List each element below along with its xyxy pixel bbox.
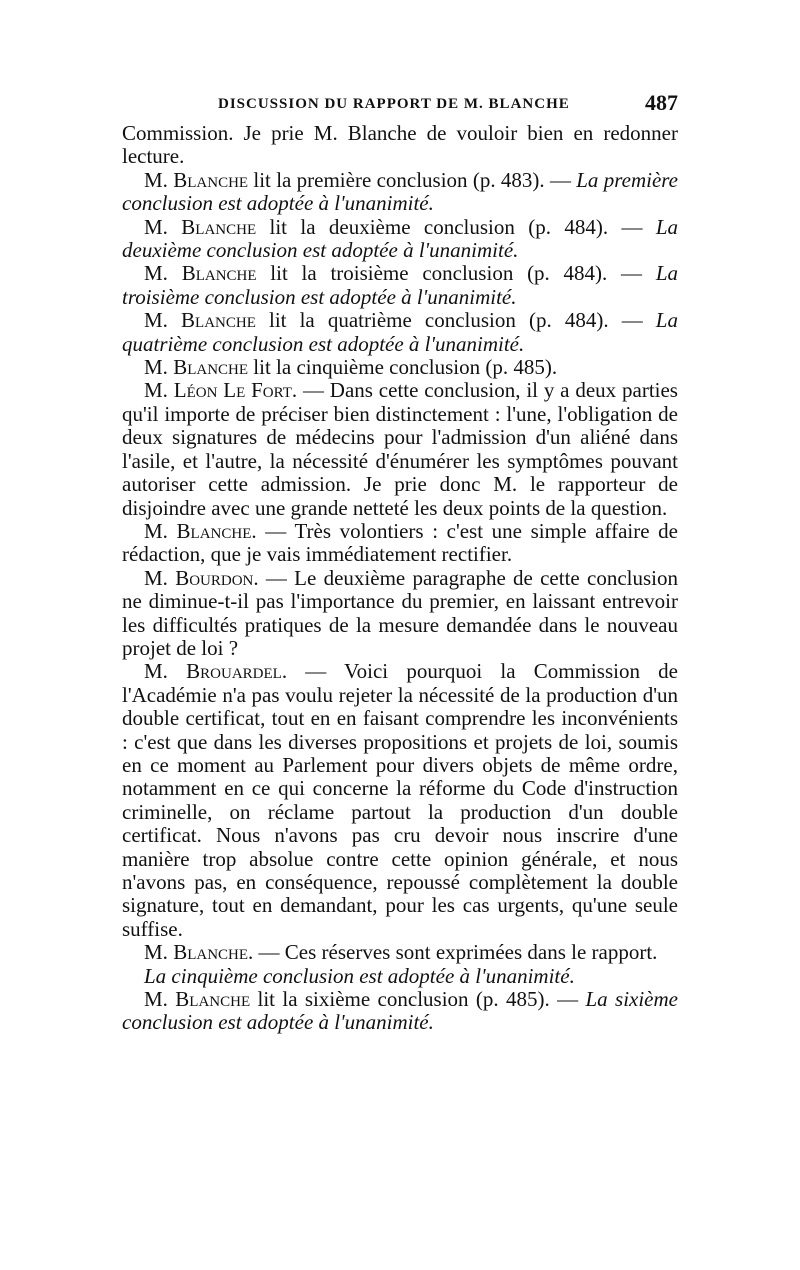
text-run: M.	[144, 308, 182, 333]
text-run: . — Voici pourquoi la Commission de l'Académie n'a pas voulu rejeter la nécessité de la production d'un double certificat, tout en en faisant comprendre les inconvénients : c'est que dans les diverses propositions et projets de loi, soumis en ce moment au Parlement pour divers objets de même ordre, notamment en ce qui concerne la réforme du Code d'instruction criminelle, on réclame partout la production d'un double certificat. Nous n'avons pas cru devoir nous inscrire d'une manière trop absolue contre cette opinion générale, et nous n'avons pas, en conséquence, repoussé complètement la double signature, tout en demandant, pour les cas urgents, qu'une seule suffise.	[122, 659, 678, 941]
text-run: lit la troisième conclusion (p. 484). —	[256, 261, 656, 286]
text-run: lit la cinquième conclusion (p. 485).	[248, 355, 558, 380]
paragraph	[122, 356, 678, 379]
text-run: M.	[144, 987, 176, 1012]
italic-resolution: La première conclusion est adoptée à l'unanimité.	[122, 167, 678, 216]
speaker-name: Blanche	[173, 167, 249, 192]
text-run: Commission. Je prie M. Blanche de vouloir bien en redonner lecture.	[122, 121, 678, 169]
text-run: . — Ces réserves sont exprimées dans le rapport.	[248, 940, 658, 965]
text-run: M.	[144, 261, 182, 286]
paragraph	[122, 216, 678, 263]
text-run: lit la sixième conclusion (p. 485). —	[250, 987, 586, 1012]
book-page	[122, 90, 678, 1035]
paragraph	[122, 965, 678, 988]
text-run: . — Dans cette conclusion, il y a deux parties qu'il importe de préciser bien distinctement : l'une, l'obligation de deux signatures de médecins pour l'admission d'un aliéné dans l'asile, et l'autre, la nécessité d'énumérer les symptômes pouvant autoriser cette admission. Je prie donc M. le rapporteur de disjoindre avec une grande netteté les deux points de la question.	[122, 378, 678, 520]
italic-resolution: La cinquième conclusion est adoptée à l'unanimité.	[144, 963, 575, 988]
paragraph	[122, 567, 678, 661]
text-run: M.	[144, 940, 174, 965]
paragraph	[122, 169, 678, 216]
paragraph	[122, 122, 678, 169]
text-run: M.	[144, 659, 187, 684]
text-run: lit la première conclusion (p. 483). —	[248, 167, 577, 192]
text-run: M.	[144, 565, 176, 590]
text-run: M.	[144, 378, 174, 403]
running-header	[122, 90, 678, 122]
speaker-name: Blanche	[181, 214, 257, 239]
text-run: M.	[144, 214, 182, 239]
speaker-name: Blanche	[181, 261, 257, 286]
text-run: lit la quatrième conclusion (p. 484). —	[255, 308, 656, 333]
page-number: 487	[645, 90, 678, 115]
text-run: M.	[144, 518, 177, 543]
text-run: M.	[144, 167, 174, 192]
paragraph	[122, 941, 678, 964]
speaker-name: Blanche	[173, 940, 249, 965]
italic-resolution: La troisième conclusion est adoptée à l'unanimité.	[122, 261, 678, 309]
body-text	[122, 122, 678, 1035]
italic-resolution: La deuxième conclusion est adoptée à l'unanimité.	[122, 214, 678, 263]
paragraph	[122, 660, 678, 941]
text-run: M.	[144, 355, 174, 380]
paragraph	[122, 309, 678, 356]
text-run: . — Très volontiers : c'est une simple affaire de rédaction, que je vais immédiatement rectifier.	[122, 518, 678, 567]
paragraph	[122, 379, 678, 519]
speaker-name: Blanche	[175, 987, 251, 1012]
running-header-title: DISCUSSION DU RAPPORT DE M. BLANCHE	[218, 96, 570, 112]
speaker-name: Blanche	[181, 308, 256, 333]
italic-resolution: La sixième conclusion est adoptée à l'unanimité.	[122, 987, 678, 1035]
paragraph	[122, 988, 678, 1035]
speaker-name: Bourdon	[175, 565, 254, 590]
paragraph	[122, 262, 678, 309]
text-run: lit la deuxième conclusion (p. 484). —	[256, 214, 656, 239]
italic-resolution: La quatrième conclusion est adoptée à l'unanimité.	[122, 308, 678, 356]
speaker-name: Blanche	[173, 355, 249, 380]
speaker-name: Brouardel	[186, 659, 282, 684]
text-run: . — Le deuxième paragraphe de cette conclusion ne diminue-t-il pas l'importance du premier, en laissant entrevoir les difficultés pratiques de la mesure demandée dans le nouveau projet de loi ?	[122, 565, 678, 660]
paragraph	[122, 520, 678, 567]
speaker-name: Blanche	[176, 518, 252, 543]
speaker-name: Léon Le Fort	[173, 378, 292, 403]
